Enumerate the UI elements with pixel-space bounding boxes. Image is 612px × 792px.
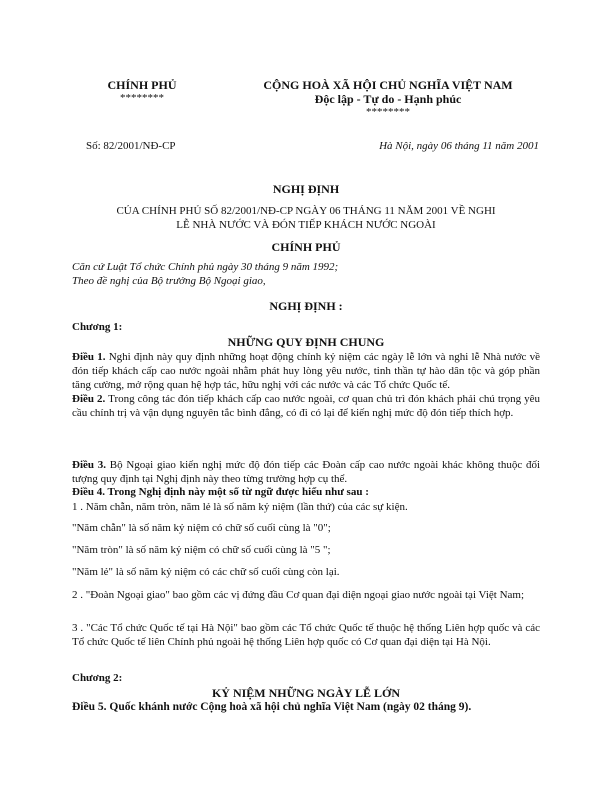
article-4-item-1: 1 . Năm chẵn, năm tròn, năm lẻ là số năm kỷ niệm (lần thứ) của các sự kiện. bbox=[72, 501, 408, 513]
article-2 bbox=[72, 392, 540, 420]
place-date: Hà Nội, ngày 06 tháng 11 năm 2001 bbox=[379, 140, 539, 152]
motto-stars: ******** bbox=[366, 106, 410, 118]
article-5-heading: Điều 5. Quốc khánh nước Cộng hoà xã hội chủ nghĩa Việt Nam (ngày 02 tháng 9). bbox=[72, 701, 472, 713]
article-3-text: Bộ Ngoại giao kiến nghị mức độ đón tiếp các Đoàn cấp cao nước ngoài khác không thuộc đối tượng quy định tại Nghị định này theo từng trường hợp cụ thể. bbox=[72, 459, 540, 485]
article-2-label: Điều 2. bbox=[72, 393, 106, 405]
article-2-text: Trong công tác đón tiếp khách cấp cao nước ngoài, cơ quan chủ trì đón khách phải chú trọng yêu cầu chính trị và vận dụng nguyên tắc bình đẳng, có đi có lại để kiến nghị mức độ đón tiếp thích hợp. bbox=[72, 393, 541, 419]
government-stars: ******** bbox=[120, 92, 164, 104]
article-4-item-2: 2 . "Đoàn Ngoại giao" bao gồm các vị đứng đầu Cơ quan đại diện ngoại giao nước ngoài tại Việt Nam; bbox=[72, 589, 525, 601]
issuer: CHÍNH PHỦ bbox=[271, 240, 341, 254]
chapter-2-label: Chương 2: bbox=[72, 672, 123, 684]
article-1-text: Nghi định này quy định những hoạt động chính kỷ niệm các ngày lễ lớn và nghi lễ Nhà nước về đón tiếp khách cấp cao nước ngoài nhằm phát huy lòng yêu nước, tinh thần tự hào dân tộc và góp phần tăng cường, mở rộng quan hệ hợp tác, hữu nghị với các nước và các Tổ chức Quốc tế. bbox=[72, 351, 541, 391]
motto: Độc lập - Tự do - Hạnh phúc bbox=[314, 92, 462, 106]
article-4-item-3: 3 . "Các Tổ chức Quốc tế tại Hà Nội" bao gồm các Tổ chức Quốc tế thuộc hệ thống Liên hợp quốc và các Tổ chức Quốc tế liên Chính phủ ngoài hệ thống Liên hợp quốc có Cơ quan đại diện tại Hà Nội. bbox=[72, 622, 540, 648]
republic-name: CỘNG HOÀ XÃ HỘI CHỦ NGHĨA VIỆT NAM bbox=[263, 78, 513, 92]
article-1-label: Điều 1. bbox=[72, 351, 106, 363]
legal-basis-1: Căn cứ Luật Tổ chức Chính phủ ngày 30 tháng 9 năm 1992; bbox=[72, 261, 339, 273]
document-number: Số: 82/2001/NĐ-CP bbox=[86, 140, 176, 152]
article-1 bbox=[72, 350, 540, 392]
article-4-heading: Điều 4. Trong Nghị định này một số từ ngữ được hiểu như sau : bbox=[72, 486, 369, 498]
article-4-item-1c: "Năm lẻ" là số năm kỷ niệm có các chữ số cuối cùng còn lại. bbox=[72, 566, 340, 578]
chapter-2-title: KỶ NIỆM NHỮNG NGÀY LỄ LỚN bbox=[211, 686, 401, 700]
title-line-1: CỦA CHÍNH PHỦ SỐ 82/2001/NĐ-CP NGÀY 06 THÁNG 11 NĂM 2001 VỀ NGHI bbox=[116, 205, 496, 217]
article-4-item-1b: "Năm tròn" là số năm kỷ niệm có chữ số cuối cùng là "5 "; bbox=[72, 544, 331, 556]
article-3-label: Điều 3. bbox=[72, 459, 106, 471]
legal-basis-2: Theo đề nghị của Bộ trưởng Bộ Ngoại giao, bbox=[72, 275, 266, 287]
document-type: NGHỊ ĐỊNH bbox=[272, 182, 340, 196]
title-line-2: LỄ NHÀ NƯỚC VÀ ĐÓN TIẾP KHÁCH NƯỚC NGOÀI bbox=[176, 219, 436, 231]
government-name: CHÍNH PHỦ bbox=[107, 78, 177, 92]
chapter-1-title: NHỮNG QUY ĐỊNH CHUNG bbox=[227, 335, 385, 349]
article-4-item-1a: "Năm chẵn" là số năm kỷ niệm có chữ số cuối cùng là "0"; bbox=[72, 522, 331, 534]
decree-heading: NGHỊ ĐỊNH : bbox=[269, 299, 343, 313]
chapter-1-label: Chương 1: bbox=[72, 321, 123, 333]
article-3 bbox=[72, 458, 540, 486]
